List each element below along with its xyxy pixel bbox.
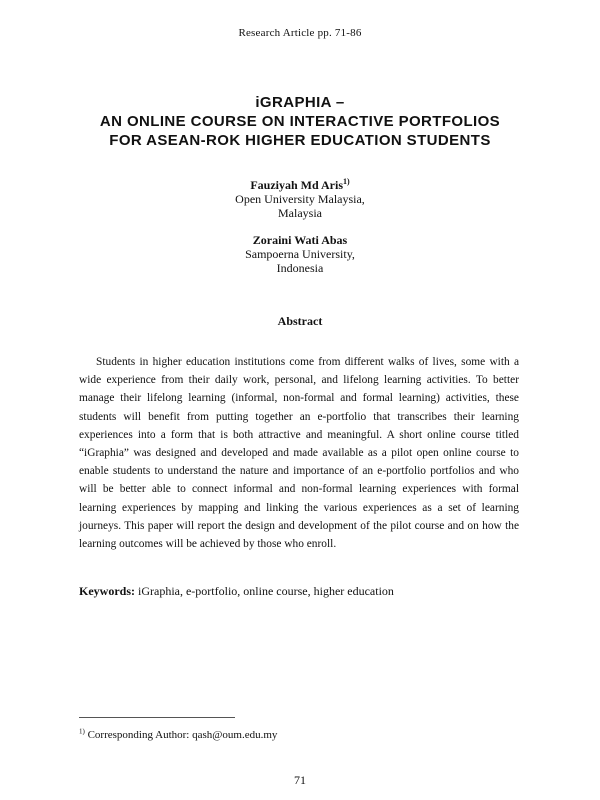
page-number: 71 [294,773,306,787]
footnote [79,729,519,741]
author-affiliation: Sampoerna University, [245,247,355,261]
footnote-divider [79,717,235,718]
author-block-1 [0,178,600,220]
paper-title [40,93,560,150]
footnote-marker: 1) [79,727,85,736]
author-name [0,233,600,247]
author-footnote-marker: 1) [343,177,350,186]
author-name-text: Fauziyah Md Aris [250,178,343,192]
keywords [79,584,539,599]
keywords-text: iGraphia, e-portfolio, online course, higher education [138,584,394,598]
author-affiliation: Open University Malaysia, [235,192,365,206]
author-country: Malaysia [278,206,322,220]
keywords-label: Keywords: [79,584,135,598]
footnote-text: Corresponding Author: qash@oum.edu.my [87,729,278,741]
author-name-text: Zoraini Wati Abas [252,233,348,247]
author-country: Indonesia [276,261,324,275]
abstract-body: Students in higher education institutions come from different walks of lives, some with a wide experience from their daily work, personal, and lifelong learning activities. To better manage their lifelong learning (informal, non-formal and formal learning) activities, these students will benefit from putting together an e-portfolio that transcribes their learning experiences into a form that is both attractive and meaningful. A short online course titled “iGraphia” was designed and developed and made available as a pilot open online course to enable students to understand the nature and importance of an e-portfolio portfolios and who will be better able to connect informal and non-formal learning experiences with formal learning experiences by mapping and linking the various experiences as a set of learning journeys. This paper will report the design and development of the pilot course and on how the learning outcomes will be achieved by those who enroll. [79,356,519,551]
running-head: Research Article pp. 71-86 [238,27,362,39]
title-line-3: FOR ASEAN-ROK HIGHER EDUCATION STUDENTS [109,132,491,149]
author-name [0,178,600,192]
author-block-2 [0,233,600,275]
title-line-2: AN ONLINE COURSE ON INTERACTIVE PORTFOLIOS [99,113,501,130]
title-line-1: iGRAPHIA – [255,94,345,111]
abstract-heading: Abstract [277,314,323,328]
